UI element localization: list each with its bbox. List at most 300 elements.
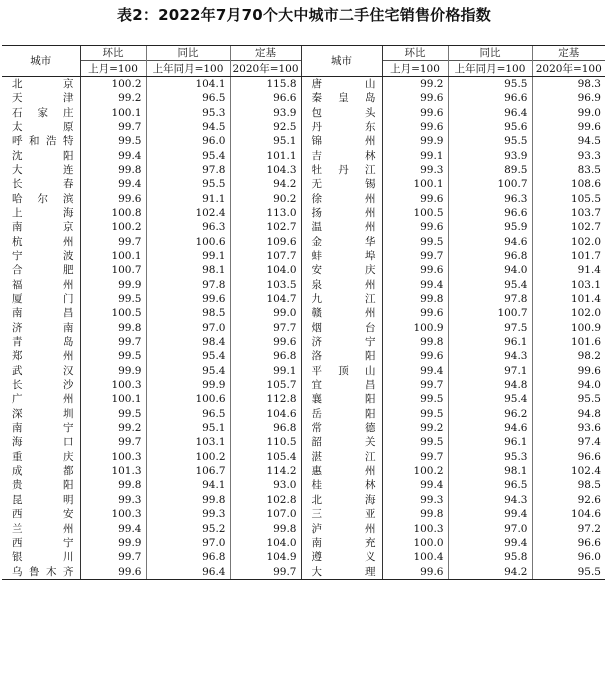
yoy-value-left: 97.8 <box>146 278 230 292</box>
mom-value-right: 99.5 <box>382 392 448 406</box>
city-name-right: 丹东 <box>301 120 382 134</box>
yoy-value-right: 100.7 <box>448 306 532 320</box>
base-value-left: 112.8 <box>230 392 301 406</box>
base-value-left: 90.2 <box>230 191 301 205</box>
base-value-right: 102.7 <box>532 220 605 234</box>
base-value-left: 113.0 <box>230 206 301 220</box>
mom-value-right: 99.3 <box>382 493 448 507</box>
base-value-right: 95.5 <box>532 564 605 579</box>
mom-value-right: 99.5 <box>382 234 448 248</box>
table-row <box>2 450 605 464</box>
yoy-value-right: 99.4 <box>448 507 532 521</box>
mom-value-right: 99.7 <box>382 378 448 392</box>
yoy-value-right: 96.4 <box>448 105 532 119</box>
table-row <box>2 163 605 177</box>
yoy-value-right: 89.5 <box>448 163 532 177</box>
base-value-left: 102.8 <box>230 493 301 507</box>
yoy-value-left: 98.1 <box>146 263 230 277</box>
city-name-right: 宜昌 <box>301 378 382 392</box>
city-name-left: 北京 <box>12 77 74 90</box>
table-row <box>2 564 605 579</box>
mom-value-right: 99.6 <box>382 120 448 134</box>
base-value-right: 99.0 <box>532 105 605 119</box>
city-name-right: 泉州 <box>301 278 382 292</box>
table-row <box>2 105 605 119</box>
city-name-right: 赣州 <box>301 306 382 320</box>
city-name-left: 武汉 <box>12 364 74 377</box>
table-row <box>2 120 605 134</box>
base-value-left: 110.5 <box>230 435 301 449</box>
mom-value-left: 99.9 <box>80 536 146 550</box>
base-value-right: 96.6 <box>532 450 605 464</box>
yoy-value-left: 95.3 <box>146 105 230 119</box>
yoy-value-left: 104.1 <box>146 76 230 91</box>
base-value-left: 99.1 <box>230 364 301 378</box>
base-value-right: 99.6 <box>532 120 605 134</box>
city-name-right: 遵义 <box>301 550 382 564</box>
yoy-value-left: 95.2 <box>146 521 230 535</box>
mom-value-right: 99.8 <box>382 292 448 306</box>
mom-value-right: 99.7 <box>382 450 448 464</box>
yoy-sub-left: 上年同月=100 <box>146 61 230 76</box>
base-value-right: 101.6 <box>532 335 605 349</box>
base-value-right: 101.4 <box>532 292 605 306</box>
mom-value-left: 100.3 <box>80 450 146 464</box>
yoy-value-right: 97.5 <box>448 321 532 335</box>
city-name-right: 安庆 <box>301 263 382 277</box>
yoy-value-right: 100.7 <box>448 177 532 191</box>
yoy-value-left: 96.5 <box>146 91 230 105</box>
city-name-left: 济南 <box>12 321 74 334</box>
base-value-left: 104.3 <box>230 163 301 177</box>
city-name-right: 洛阳 <box>301 349 382 363</box>
mom-value-right: 99.6 <box>382 220 448 234</box>
table-title: 表2：2022年7月70个大中城市二手住宅销售价格指数 <box>117 6 491 24</box>
mom-value-left: 99.8 <box>80 478 146 492</box>
table-row <box>2 134 605 148</box>
city-name-right: 金华 <box>301 234 382 248</box>
base-value-right: 95.5 <box>532 392 605 406</box>
table-row <box>2 91 605 105</box>
table-row <box>2 407 605 421</box>
yoy-header-right: 同比 <box>448 46 532 61</box>
mom-value-right: 99.5 <box>382 435 448 449</box>
mom-sub-right: 上月=100 <box>382 61 448 76</box>
city-name-right: 包头 <box>301 105 382 119</box>
mom-header-left: 环比 <box>80 46 146 61</box>
base-value-left: 99.8 <box>230 521 301 535</box>
base-value-right: 98.5 <box>532 478 605 492</box>
city-name-right: 北海 <box>301 493 382 507</box>
city-name-right: 襄阳 <box>301 392 382 406</box>
city-name-left: 合肥 <box>12 264 74 277</box>
base-value-right: 105.5 <box>532 191 605 205</box>
city-name-left: 福州 <box>12 278 74 291</box>
base-value-right: 94.0 <box>532 378 605 392</box>
mom-value-right: 100.4 <box>382 550 448 564</box>
yoy-value-left: 95.4 <box>146 364 230 378</box>
yoy-value-right: 94.3 <box>448 493 532 507</box>
base-sub-left: 2020年=100 <box>230 61 301 76</box>
yoy-value-left: 96.3 <box>146 220 230 234</box>
yoy-value-right: 96.2 <box>448 407 532 421</box>
base-value-right: 102.4 <box>532 464 605 478</box>
city-name-right: 泸州 <box>301 521 382 535</box>
city-name-left: 南宁 <box>12 422 74 435</box>
yoy-value-right: 94.8 <box>448 378 532 392</box>
city-name-right: 济宁 <box>301 335 382 349</box>
mom-value-left: 100.5 <box>80 306 146 320</box>
mom-value-left: 99.3 <box>80 493 146 507</box>
base-value-left: 92.5 <box>230 120 301 134</box>
table-row <box>2 306 605 320</box>
base-value-left: 104.0 <box>230 263 301 277</box>
mom-value-left: 100.2 <box>80 76 146 91</box>
city-name-left: 西安 <box>12 508 74 521</box>
base-value-left: 96.8 <box>230 349 301 363</box>
table-row <box>2 191 605 205</box>
mom-value-right: 100.1 <box>382 177 448 191</box>
table-row <box>2 234 605 248</box>
city-name-left: 贵阳 <box>12 479 74 492</box>
table-row <box>2 378 605 392</box>
table-row <box>2 249 605 263</box>
base-value-left: 103.5 <box>230 278 301 292</box>
yoy-value-left: 106.7 <box>146 464 230 478</box>
city-name-left: 天津 <box>12 92 74 105</box>
table-row <box>2 335 605 349</box>
table-row <box>2 263 605 277</box>
yoy-value-left: 97.8 <box>146 163 230 177</box>
city-name-left: 重庆 <box>12 450 74 463</box>
base-value-right: 103.7 <box>532 206 605 220</box>
city-name-left: 长沙 <box>12 379 74 392</box>
yoy-value-right: 94.2 <box>448 564 532 579</box>
mom-value-right: 99.4 <box>382 278 448 292</box>
base-value-right: 104.6 <box>532 507 605 521</box>
base-value-right: 97.2 <box>532 521 605 535</box>
city-name-right: 无锡 <box>301 177 382 191</box>
city-name-right: 南充 <box>301 536 382 550</box>
city-name-right: 秦皇岛 <box>301 91 382 105</box>
base-value-left: 94.2 <box>230 177 301 191</box>
base-value-left: 97.7 <box>230 321 301 335</box>
base-value-left: 96.8 <box>230 421 301 435</box>
mom-value-right: 99.6 <box>382 191 448 205</box>
base-value-left: 107.7 <box>230 249 301 263</box>
base-value-right: 96.6 <box>532 536 605 550</box>
yoy-value-right: 99.4 <box>448 536 532 550</box>
mom-value-left: 99.8 <box>80 321 146 335</box>
city-name-left: 南昌 <box>12 307 74 320</box>
table-row <box>2 507 605 521</box>
yoy-value-left: 97.0 <box>146 321 230 335</box>
mom-value-right: 99.1 <box>382 148 448 162</box>
mom-value-right: 99.6 <box>382 105 448 119</box>
base-value-left: 104.6 <box>230 407 301 421</box>
city-name-right: 桂林 <box>301 478 382 492</box>
city-name-right: 大理 <box>301 564 382 579</box>
city-name-left: 杭州 <box>12 235 74 248</box>
yoy-value-right: 97.1 <box>448 364 532 378</box>
base-value-right: 96.9 <box>532 91 605 105</box>
mom-value-right: 99.6 <box>382 349 448 363</box>
yoy-value-left: 95.4 <box>146 349 230 363</box>
city-name-right: 徐州 <box>301 191 382 205</box>
city-name-left: 西宁 <box>12 536 74 549</box>
table-row <box>2 464 605 478</box>
mom-value-left: 99.5 <box>80 407 146 421</box>
city-name-right: 锦州 <box>301 134 382 148</box>
yoy-value-left: 91.1 <box>146 191 230 205</box>
yoy-value-right: 98.1 <box>448 464 532 478</box>
mom-value-right: 99.6 <box>382 564 448 579</box>
yoy-value-right: 93.9 <box>448 148 532 162</box>
table-row <box>2 392 605 406</box>
mom-value-left: 99.2 <box>80 91 146 105</box>
table-row <box>2 177 605 191</box>
base-value-left: 96.6 <box>230 91 301 105</box>
base-value-right: 96.0 <box>532 550 605 564</box>
table-row <box>2 493 605 507</box>
yoy-header-left: 同比 <box>146 46 230 61</box>
mom-value-left: 99.4 <box>80 177 146 191</box>
mom-value-left: 99.6 <box>80 564 146 579</box>
mom-value-right: 99.7 <box>382 249 448 263</box>
mom-value-right: 100.2 <box>382 464 448 478</box>
mom-value-left: 99.5 <box>80 292 146 306</box>
table-row <box>2 364 605 378</box>
yoy-value-left: 99.3 <box>146 507 230 521</box>
city-name-left: 沈阳 <box>12 149 74 162</box>
base-value-right: 94.5 <box>532 134 605 148</box>
yoy-value-left: 100.6 <box>146 392 230 406</box>
yoy-value-left: 99.9 <box>146 378 230 392</box>
base-value-left: 101.1 <box>230 148 301 162</box>
table-row <box>2 521 605 535</box>
base-value-right: 100.9 <box>532 321 605 335</box>
base-value-right: 103.1 <box>532 278 605 292</box>
yoy-value-right: 94.0 <box>448 263 532 277</box>
city-name-right: 蚌埠 <box>301 249 382 263</box>
mom-value-right: 99.2 <box>382 421 448 435</box>
mom-value-left: 100.7 <box>80 263 146 277</box>
yoy-value-left: 95.4 <box>146 148 230 162</box>
mom-value-right: 99.8 <box>382 335 448 349</box>
yoy-value-right: 95.6 <box>448 120 532 134</box>
yoy-value-right: 97.8 <box>448 292 532 306</box>
yoy-value-right: 94.3 <box>448 349 532 363</box>
mom-value-right: 99.6 <box>382 263 448 277</box>
city-name-left: 海口 <box>12 436 74 449</box>
city-name-right: 唐山 <box>301 76 382 91</box>
city-name-right: 岳阳 <box>301 407 382 421</box>
table-body <box>2 76 605 579</box>
base-value-left: 104.7 <box>230 292 301 306</box>
city-name-left: 深圳 <box>12 407 74 420</box>
city-name-left: 成都 <box>12 465 74 478</box>
yoy-value-left: 102.4 <box>146 206 230 220</box>
table-row <box>2 321 605 335</box>
price-index-table <box>2 45 605 580</box>
city-name-left: 广州 <box>12 393 74 406</box>
base-value-right: 97.4 <box>532 435 605 449</box>
yoy-value-right: 95.9 <box>448 220 532 234</box>
table-row <box>2 278 605 292</box>
yoy-value-left: 99.8 <box>146 493 230 507</box>
city-header-left: 城市 <box>2 46 80 77</box>
table-row <box>2 76 605 91</box>
yoy-value-right: 95.4 <box>448 278 532 292</box>
mom-value-left: 100.1 <box>80 392 146 406</box>
city-name-left: 宁波 <box>12 249 74 262</box>
table-row <box>2 349 605 363</box>
table-row <box>2 148 605 162</box>
yoy-value-right: 97.0 <box>448 521 532 535</box>
mom-value-left: 99.4 <box>80 148 146 162</box>
base-sub-right: 2020年=100 <box>532 61 605 76</box>
city-name-right: 牡丹江 <box>301 163 382 177</box>
mom-value-right: 100.0 <box>382 536 448 550</box>
table-row <box>2 478 605 492</box>
base-value-right: 92.6 <box>532 493 605 507</box>
city-name-left: 兰州 <box>12 522 74 535</box>
mom-value-right: 99.8 <box>382 507 448 521</box>
mom-value-right: 99.6 <box>382 306 448 320</box>
mom-sub-left: 上月=100 <box>80 61 146 76</box>
base-value-right: 99.6 <box>532 364 605 378</box>
yoy-value-right: 96.6 <box>448 91 532 105</box>
table-row <box>2 421 605 435</box>
city-name-left: 青岛 <box>12 336 74 349</box>
mom-value-right: 99.9 <box>382 134 448 148</box>
yoy-value-left: 95.5 <box>146 177 230 191</box>
mom-value-left: 100.2 <box>80 220 146 234</box>
yoy-value-left: 98.4 <box>146 335 230 349</box>
mom-value-left: 100.3 <box>80 378 146 392</box>
yoy-value-right: 95.4 <box>448 392 532 406</box>
base-header-right: 定基 <box>532 46 605 61</box>
city-name-left: 石家庄 <box>12 106 74 119</box>
city-name-right: 三亚 <box>301 507 382 521</box>
yoy-value-right: 95.5 <box>448 76 532 91</box>
base-value-right: 101.7 <box>532 249 605 263</box>
yoy-value-right: 96.6 <box>448 206 532 220</box>
mom-value-left: 99.9 <box>80 364 146 378</box>
mom-value-right: 100.3 <box>382 521 448 535</box>
mom-value-left: 100.3 <box>80 507 146 521</box>
base-value-left: 99.0 <box>230 306 301 320</box>
mom-value-right: 99.2 <box>382 76 448 91</box>
mom-value-left: 100.1 <box>80 249 146 263</box>
base-value-right: 93.3 <box>532 148 605 162</box>
base-value-left: 93.0 <box>230 478 301 492</box>
city-name-right: 惠州 <box>301 464 382 478</box>
city-name-left: 厦门 <box>12 293 74 306</box>
city-name-right: 九江 <box>301 292 382 306</box>
yoy-value-left: 96.8 <box>146 550 230 564</box>
city-name-left: 哈尔滨 <box>12 192 74 205</box>
mom-value-left: 99.6 <box>80 191 146 205</box>
mom-value-left: 99.7 <box>80 234 146 248</box>
yoy-value-left: 103.1 <box>146 435 230 449</box>
mom-value-left: 99.7 <box>80 550 146 564</box>
city-name-right: 常德 <box>301 421 382 435</box>
mom-value-right: 99.6 <box>382 91 448 105</box>
yoy-value-right: 94.6 <box>448 234 532 248</box>
city-header-right: 城市 <box>301 46 382 77</box>
base-value-right: 108.6 <box>532 177 605 191</box>
base-value-left: 102.7 <box>230 220 301 234</box>
table-row <box>2 536 605 550</box>
base-value-right: 98.3 <box>532 76 605 91</box>
city-name-left: 上海 <box>12 206 74 219</box>
base-value-left: 95.1 <box>230 134 301 148</box>
mom-value-left: 99.7 <box>80 120 146 134</box>
mom-value-left: 99.2 <box>80 421 146 435</box>
city-name-right: 吉林 <box>301 148 382 162</box>
base-value-right: 94.8 <box>532 407 605 421</box>
yoy-value-left: 96.4 <box>146 564 230 579</box>
table-row <box>2 292 605 306</box>
city-name-left: 银川 <box>12 551 74 564</box>
yoy-value-right: 95.3 <box>448 450 532 464</box>
base-value-left: 115.8 <box>230 76 301 91</box>
mom-value-right: 99.5 <box>382 407 448 421</box>
city-name-left: 长春 <box>12 178 74 191</box>
yoy-value-right: 96.5 <box>448 478 532 492</box>
base-value-left: 114.2 <box>230 464 301 478</box>
yoy-value-left: 100.2 <box>146 450 230 464</box>
city-name-left: 昆明 <box>12 493 74 506</box>
city-name-left: 南京 <box>12 221 74 234</box>
header-row-main <box>2 46 605 61</box>
base-header-left: 定基 <box>230 46 301 61</box>
mom-value-right: 99.3 <box>382 163 448 177</box>
yoy-value-left: 96.5 <box>146 407 230 421</box>
city-name-left: 大连 <box>12 163 74 176</box>
mom-header-right: 环比 <box>382 46 448 61</box>
mom-value-left: 99.4 <box>80 521 146 535</box>
base-value-right: 93.6 <box>532 421 605 435</box>
yoy-value-left: 94.5 <box>146 120 230 134</box>
yoy-value-left: 99.1 <box>146 249 230 263</box>
mom-value-right: 100.5 <box>382 206 448 220</box>
yoy-value-right: 96.8 <box>448 249 532 263</box>
mom-value-left: 99.5 <box>80 349 146 363</box>
base-value-right: 83.5 <box>532 163 605 177</box>
base-value-right: 102.0 <box>532 306 605 320</box>
base-value-right: 91.4 <box>532 263 605 277</box>
city-name-right: 平顶山 <box>301 364 382 378</box>
base-value-right: 98.2 <box>532 349 605 363</box>
yoy-value-right: 96.3 <box>448 191 532 205</box>
base-value-left: 105.7 <box>230 378 301 392</box>
mom-value-left: 99.7 <box>80 435 146 449</box>
base-value-left: 105.4 <box>230 450 301 464</box>
mom-value-left: 99.5 <box>80 134 146 148</box>
base-value-left: 104.0 <box>230 536 301 550</box>
yoy-value-right: 95.8 <box>448 550 532 564</box>
city-name-left: 太原 <box>12 120 74 133</box>
yoy-value-left: 98.5 <box>146 306 230 320</box>
yoy-value-left: 97.0 <box>146 536 230 550</box>
city-name-left: 呼和浩特 <box>12 135 74 148</box>
yoy-value-left: 99.6 <box>146 292 230 306</box>
base-value-left: 104.9 <box>230 550 301 564</box>
mom-value-left: 101.3 <box>80 464 146 478</box>
mom-value-left: 99.9 <box>80 278 146 292</box>
